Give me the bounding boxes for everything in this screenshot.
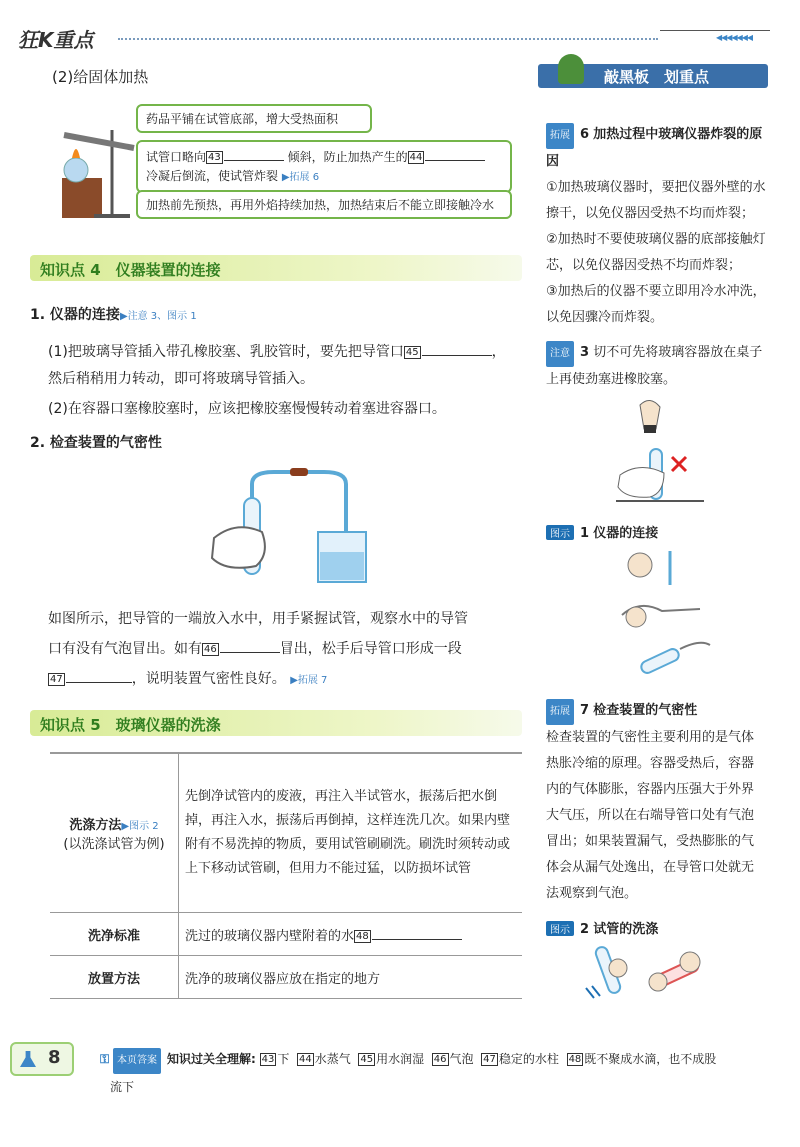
callout-spread-reagent: [136, 104, 372, 133]
blank-number-46: 46: [204, 643, 217, 655]
kp4-title: 知识点 4 仪器装置的连接: [40, 261, 221, 279]
table-row: [50, 753, 522, 913]
table-row: [50, 913, 522, 956]
answer-item: [567, 1052, 717, 1066]
answers-badge: 本页答案: [113, 1048, 161, 1074]
sidebar-ext7: [546, 698, 766, 907]
sidebar-note3: [546, 340, 766, 393]
header-arrows: ◀◀◀◀◀◀◀: [716, 33, 753, 42]
answer-text: 水蒸气: [314, 1052, 351, 1066]
kp4-p1b: ，: [491, 344, 506, 360]
header-logo: [18, 24, 94, 53]
blank-43[interactable]: [224, 146, 284, 161]
ext7-title: 检查装置的气密性: [593, 703, 698, 718]
answer-number: 43: [261, 1054, 275, 1065]
blank-44[interactable]: [425, 146, 485, 161]
kp4-para-1: [48, 338, 524, 366]
flask-icon: [20, 1051, 36, 1067]
fig1-title: 仪器的连接: [593, 526, 659, 541]
stopper-wrong-illustration: [610, 395, 710, 510]
kp4-p1a: (1)把玻璃导管插入带孔橡胶塞、乳胶管时，要先把导管口: [48, 344, 404, 360]
answer-number: 48: [568, 1054, 582, 1065]
row-text: 洗净的玻璃仪器应放在指定的地方: [179, 956, 523, 999]
sidebar-fig1: [546, 522, 766, 541]
row-label: 放置方法: [50, 956, 179, 999]
callout-preheat: [136, 190, 512, 219]
section-title-heat: (2)给固体加热: [52, 68, 149, 86]
connection-hands-illustration: [610, 545, 720, 690]
row-label: 洗净标准: [50, 913, 179, 956]
blank-48[interactable]: [372, 925, 462, 940]
answer-text: 气泡: [449, 1052, 474, 1066]
fig1-number: 1: [580, 526, 590, 541]
kp4-para-3: 如图所示，把导管的一端放入水中，用手紧握试管，观察水中的导管: [48, 611, 468, 627]
kp4-p5: ，说明装置气密性良好。: [131, 671, 286, 687]
answer-number: 47: [483, 1054, 496, 1065]
row-label: [50, 753, 179, 913]
ext7-text: 检查装置的气密性主要利用的是气体热胀冷缩的原理。容器受热后，容器内的气体膨胀，容器内压强大于外界大气压，所以在右端导管口处有气泡冒出；如果装置漏气，受热膨胀的气体会从漏气处逸出，在导管口处就无法观察到气泡。: [546, 730, 755, 901]
tube-washing-illustration: [580, 940, 730, 1002]
row-label-sub: (以洗涤试管为例): [63, 837, 165, 852]
page-number: 8: [48, 1047, 61, 1068]
ext6-item-3: ③加热后的仪器不要立即用冷水冲洗，以免因骤冷而炸裂。: [546, 284, 766, 325]
answer-item: [358, 1052, 424, 1066]
note3-text: 切不可先将玻璃容器放在桌子上再使劲塞进橡胶塞。: [546, 345, 763, 387]
answer-item: [260, 1052, 290, 1066]
ext6-item-1: ①加热玻璃仪器时，要把仪器外壁的水擦干，以免仪器因受热不均而炸裂；: [546, 180, 766, 221]
answer-item: [481, 1052, 559, 1066]
blank-45[interactable]: [422, 341, 492, 356]
heating-apparatus-illustration: [54, 110, 136, 220]
blank-number-43: 43: [208, 152, 221, 163]
sidebar-ext6: [546, 122, 766, 331]
blank-number-45: 45: [405, 346, 419, 358]
logo-text: 狂K重点: [18, 28, 94, 52]
callout-text-1: 药品平铺在试管底部，增大受热面积: [146, 112, 339, 126]
ext6-number: 6: [580, 127, 590, 142]
answer-number: 46: [433, 1054, 447, 1065]
kp4-h1-text: 1. 仪器的连接: [30, 307, 120, 323]
fig1-badge: 图示: [546, 525, 574, 540]
ext6-item-2: ②加热时不要使玻璃仪器的底部接触灯芯，以免仪器因受热不均而炸裂；: [546, 232, 766, 273]
answer-text: 既不聚成水滴，也不成股: [584, 1052, 717, 1066]
blank-number-44: 44: [409, 152, 423, 163]
kp4-para-5: [48, 668, 327, 688]
kp5-title: 知识点 5 玻璃仪器的洗涤: [40, 716, 221, 734]
answer-text: 稳定的水柱: [498, 1052, 559, 1066]
kp4-para-2: (2)在容器口塞橡胶塞时，应该把橡胶塞慢慢转动着塞进容器口。: [48, 401, 446, 417]
footer-page-number-box: [10, 1042, 74, 1076]
row-label-ref: ▶图示 2: [121, 821, 159, 832]
ref-ext-6: ▶拓展 6: [281, 172, 320, 183]
row-label-text: 洗涤方法: [69, 818, 122, 833]
answer-text: 下: [277, 1052, 290, 1066]
row-text: [179, 913, 523, 956]
answer-number: 45: [360, 1054, 374, 1065]
blank-number-47: 47: [50, 673, 63, 685]
kp4-h1-ref: ▶注意 3、图示 1: [119, 311, 197, 322]
note3-number: 3: [580, 345, 590, 360]
kp4-para-1-cont: 然后稍稍用力转动，即可将玻璃导管插入。: [48, 371, 314, 387]
note3-badge: 注意: [546, 341, 574, 367]
table-row: [50, 956, 522, 999]
answer-item: [432, 1052, 474, 1066]
sidebar-fig2: [546, 918, 766, 937]
blank-number-48: 48: [356, 930, 369, 942]
sidebar-banner: [538, 64, 768, 88]
washing-table: [50, 752, 522, 999]
blank-47[interactable]: [66, 668, 132, 683]
answer-text: 用水润湿: [376, 1052, 425, 1066]
header-dotted-line: [118, 38, 658, 40]
fig2-badge: 图示: [546, 921, 574, 936]
kp4-p4a: 口有没有气泡冒出。如有: [48, 641, 202, 657]
footer-answers: [100, 1046, 760, 1100]
answers-label: 知识过关全理解:: [166, 1052, 256, 1066]
row-text: 先倒净试管内的废液，再注入半试管水，振荡后把水倒掉，再注入水，振荡后再倒掉，这样连洗几次。如果内壁附有不易洗掉的物质，要用试管刷刷洗。刷洗时须转动或上下移动试管刷，但用力不能过猛，以防损坏试管: [179, 753, 523, 913]
answer-number: 44: [299, 1054, 312, 1065]
callout-text-3: 加热前先预热，再用外焰持续加热，加热结束后不能立即接触冷水: [146, 198, 495, 212]
ext7-badge: 拓展: [546, 699, 574, 725]
blank-46[interactable]: [220, 638, 280, 653]
callout-text-2c: 冷凝后倒流，使试管炸裂: [146, 169, 279, 183]
kp4-heading-1: [30, 304, 197, 324]
ext6-title: 加热过程中玻璃仪器炸裂的原因: [546, 127, 763, 169]
kp5-title-bar: [30, 710, 522, 736]
callout-text-2b: 倾斜，防止加热产生的: [287, 150, 408, 164]
answers-continuation: 流下: [110, 1080, 135, 1094]
kp4-para-4: [48, 638, 462, 658]
airtightness-check-illustration: [206, 462, 382, 587]
fig2-title: 试管的洗涤: [593, 922, 659, 937]
answer-item: [297, 1052, 351, 1066]
callout-tube-tilt: [136, 140, 512, 193]
banner-text: 敲黑板 划重点: [604, 68, 710, 86]
ext7-number: 7: [580, 703, 590, 718]
kp4-title-bar: [30, 255, 522, 281]
fig2-number: 2: [580, 922, 590, 937]
ext6-badge: 拓展: [546, 123, 574, 149]
banner-person-icon: [558, 54, 584, 84]
ref-ext-7: ▶拓展 7: [290, 675, 328, 686]
kp4-p4b: 冒出，松手后导管口形成一段: [279, 641, 462, 657]
key-icon: ⚿: [100, 1052, 110, 1066]
kp4-heading-2: 2. 检查装置的气密性: [30, 435, 162, 451]
row-text-2: 洗过的玻璃仪器内壁附着的水: [185, 928, 355, 944]
header-rule: [660, 30, 770, 31]
callout-text-2a: 试管口略向: [146, 150, 207, 164]
